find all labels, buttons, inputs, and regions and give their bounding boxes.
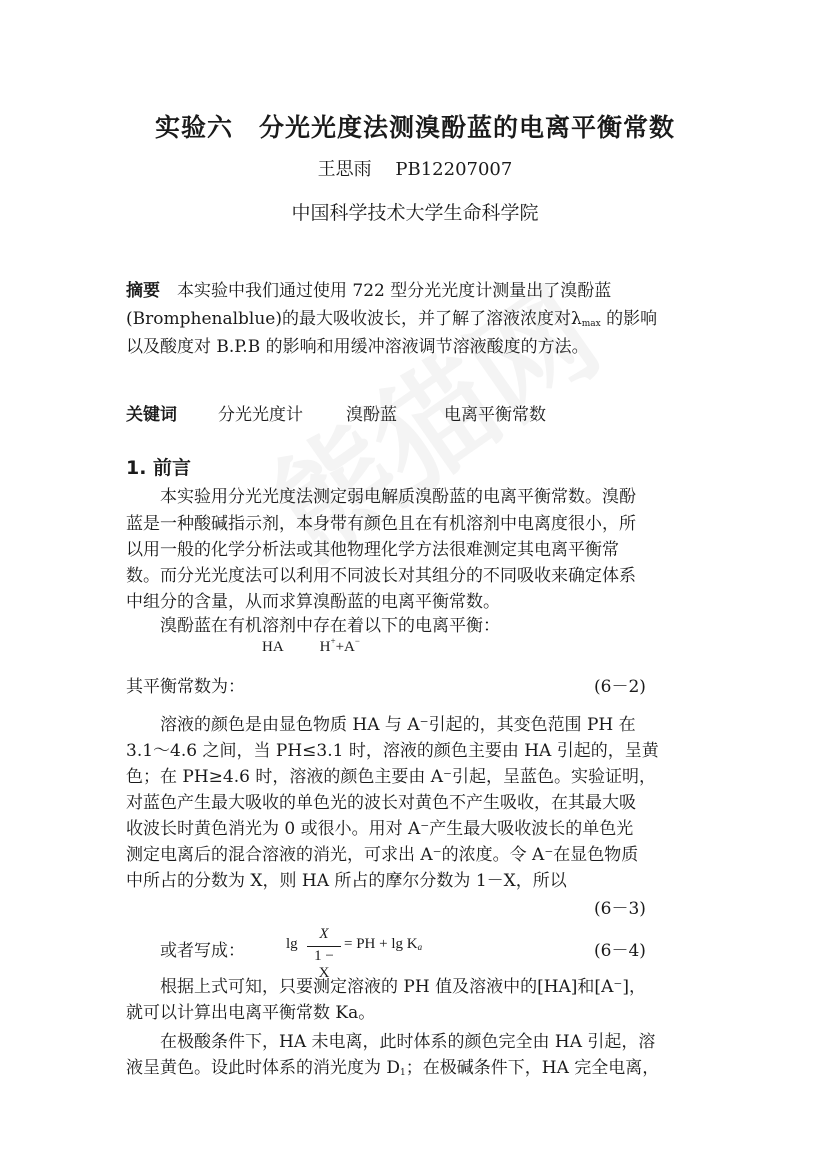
paragraph-line: 以用一般的化学分析法或其他物理化学方法很难测定其电离平衡常 bbox=[126, 540, 619, 560]
alt-form-label: 或者写成： bbox=[126, 941, 245, 961]
eq-plus-sup: + bbox=[330, 636, 336, 646]
p5-text-a: 液呈黄色。设此时体系的消光度为 D bbox=[126, 1058, 401, 1078]
page-title: 实验六 分光光度法测溴酚蓝的电离平衡常数 bbox=[154, 113, 675, 142]
abstract-line-2 bbox=[126, 304, 657, 329]
paragraph-line: 中所占的分数为 X，则 HA 所占的摩尔分数为 1－X，所以 bbox=[126, 871, 567, 891]
lambda-subscript: max bbox=[581, 319, 601, 329]
fraction-bar bbox=[307, 946, 341, 947]
paragraph-line: 色；在 PH≥4.6 时，溶液的颜色主要由 A⁻引起，呈蓝色。实验证明， bbox=[126, 767, 657, 787]
paragraph-line: 根据上式可知，只要测定溶液的 PH 值及溶液中的[HA]和[A⁻]， bbox=[126, 977, 646, 997]
abstract-text-2-tail: 的影响 bbox=[600, 309, 658, 329]
paragraph-line: 对蓝色产生最大吸收的单色光的波长对黄色不产生吸收，在其最大吸 bbox=[126, 793, 636, 813]
section-heading: 1. 前言 bbox=[126, 457, 192, 479]
ionization-equation bbox=[262, 636, 360, 656]
eq4-lg: lg bbox=[286, 936, 298, 952]
equation-number: (6－3) bbox=[594, 899, 646, 919]
abstract-label: 摘要 bbox=[126, 281, 160, 301]
equilibrium-constant-label: 其平衡常数为： bbox=[126, 677, 245, 697]
eq-h: H bbox=[319, 639, 331, 655]
eq4-numerator: X bbox=[319, 926, 329, 942]
keyword-item: 分光光度计 bbox=[218, 405, 303, 425]
d1-subscript: 1 bbox=[400, 1068, 406, 1078]
keywords-row bbox=[126, 400, 686, 424]
paragraph-line: 溶液的颜色是由显色物质 HA 与 A⁻引起的，其变色范围 PH 在 bbox=[126, 715, 636, 735]
eq4-denominator: 1 − X bbox=[314, 948, 334, 981]
abstract-line-3: 以及酸度对 B.P.B 的影响和用缓冲溶液调节溶液酸度的方法。 bbox=[126, 337, 589, 357]
abstract-text-1: 本实验中我们通过使用 722 型分光光度计测量出了溴酚蓝 bbox=[160, 281, 612, 301]
paragraph-line: 本实验用分光光度法测定弱电解质溴酚蓝的电离平衡常数。溴酚 bbox=[126, 487, 636, 507]
equation-number: (6－2) bbox=[594, 677, 646, 697]
eq4-rhs bbox=[344, 936, 422, 953]
equation-number: (6－4) bbox=[594, 941, 646, 961]
paragraph-line: 中组分的含量，从而求算溴酚蓝的电离平衡常数。 bbox=[126, 592, 500, 612]
eq-ha: HA bbox=[262, 639, 284, 655]
paragraph-line: 3.1～4.6 之间，当 PH≤3.1 时，溶液的颜色主要由 HA 引起的，呈黄 bbox=[126, 741, 659, 761]
paragraph-line: 在极酸条件下，HA 未电离，此时体系的颜色完全由 HA 引起，溶 bbox=[126, 1032, 656, 1052]
abstract-text-2: (Bromphenalblue)的最大吸收波长，并了解了溶液浓度对λ bbox=[126, 309, 582, 329]
paragraph-line: 收波长时黄色消光为 0 或很小。用对 A⁻产生最大吸收波长的单色光 bbox=[126, 819, 634, 839]
paragraph-line: 测定电离后的混合溶液的消光，可求出 A⁻的浓度。令 A⁻在显色物质 bbox=[126, 845, 639, 865]
keyword-item: 电离平衡常数 bbox=[444, 405, 546, 425]
keywords-label: 关键词 bbox=[126, 405, 177, 425]
institution: 中国科学技术大学生命科学院 bbox=[291, 202, 539, 224]
author-line: 王思雨 PB12207007 bbox=[317, 159, 513, 180]
paragraph-line: 溴酚蓝在有机溶剂中存在着以下的电离平衡： bbox=[126, 616, 500, 636]
paragraph-line: 数。而分光光度法可以利用不同波长对其组分的不同吸收来确定体系 bbox=[126, 566, 636, 586]
p5-text-b: ；在极碱条件下，HA 完全电离， bbox=[405, 1058, 660, 1078]
paragraph-line bbox=[126, 1053, 659, 1078]
keyword-item: 溴酚蓝 bbox=[346, 405, 397, 425]
eq4-subscript: a bbox=[417, 942, 423, 952]
abstract-line-1 bbox=[126, 276, 611, 301]
eq-a: +A bbox=[335, 639, 355, 655]
paragraph-line: 就可以计算出电离平衡常数 Ka。 bbox=[126, 1003, 376, 1023]
eq-minus-sup: − bbox=[354, 636, 360, 646]
paragraph-line: 蓝是一种酸碱指示剂，本身带有颜色且在有机溶剂中电离度很小，所 bbox=[126, 514, 636, 534]
eq4-rhs-text: = PH + lg K bbox=[344, 936, 418, 952]
